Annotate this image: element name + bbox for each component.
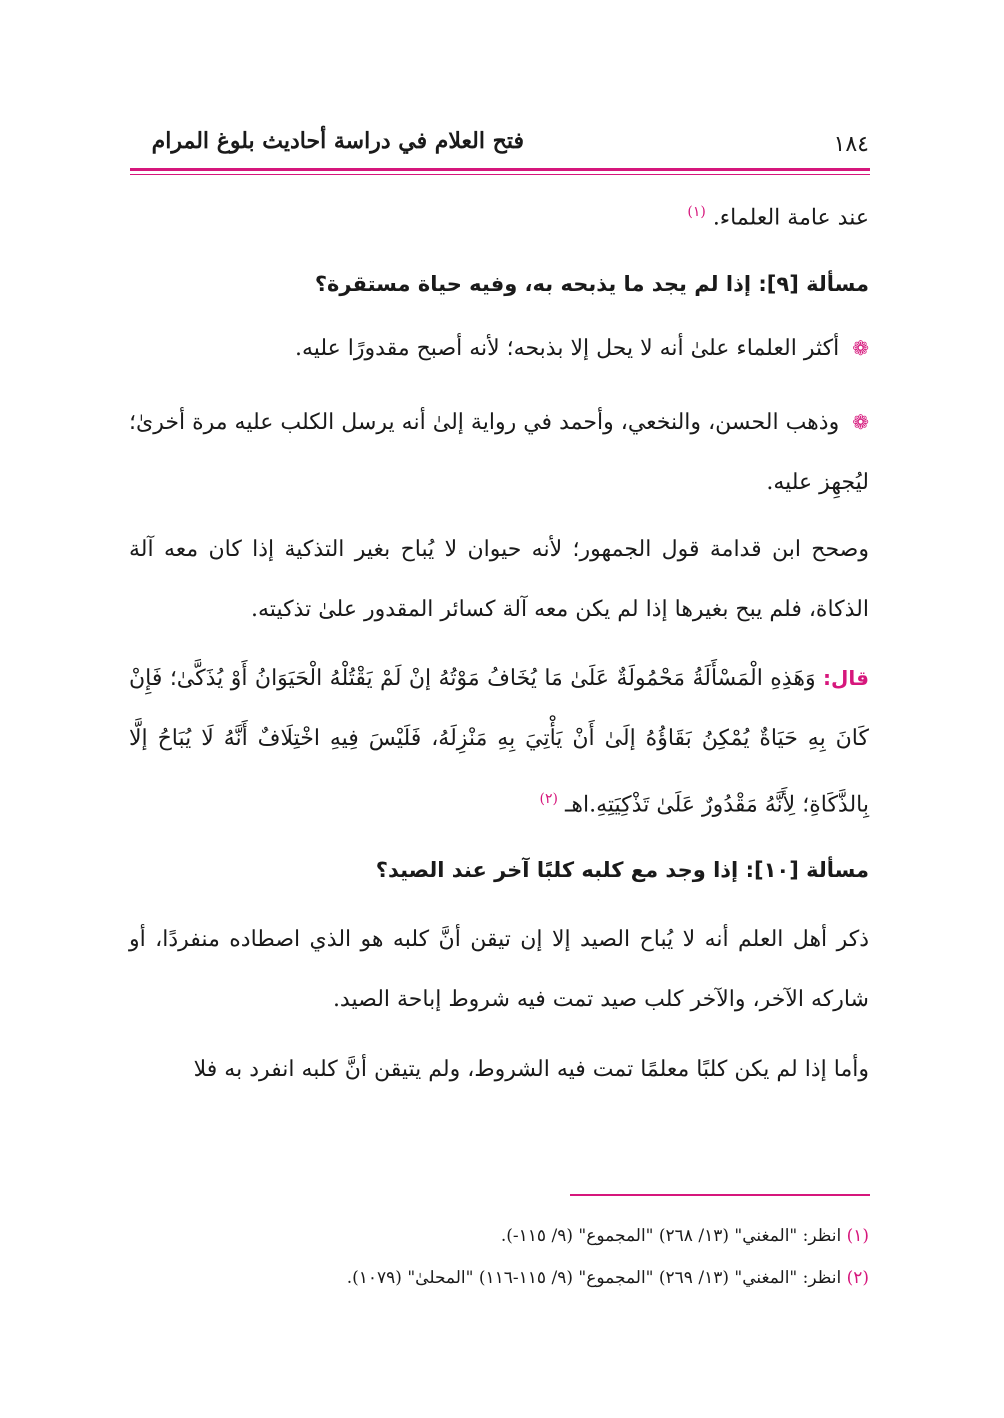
q9-bullet-1-text: أكثر العلماء علىٰ أنه لا يحل إلا بذبحه؛ لأنه أصبح مقدورًا عليه. bbox=[294, 336, 840, 361]
intro-paragraph bbox=[129, 182, 869, 248]
footnote-ref-2[interactable]: (٢) bbox=[539, 791, 558, 807]
flower-ornament-icon: ❁ bbox=[852, 336, 869, 360]
running-header-title: فتح العلام في دراسة أحاديث بلوغ المرام bbox=[151, 128, 524, 154]
q9-bullet-2-text: وذهب الحسن، والنخعي، وأحمد في رواية إلىٰ أنه يرسل الكلب عليه مرة أخرىٰ؛ ليُجهِز عليه. bbox=[129, 410, 869, 495]
quote-label: قال: bbox=[823, 666, 870, 690]
quote-text: وَهَذِهِ الْمَسْأَلَةُ مَحْمُولَةٌ عَلَىٰ مَا يُخَافُ مَوْتُهُ إنْ لَمْ يَقْتُلْهُ الْحَيَوَانُ أَوْ يُذَكَّىٰ؛ فَإِنْ كَانَ بِهِ حَيَاةٌ يُمْكِنُ بَقَاؤُهُ إلَىٰ أَنْ يَأْتِيَ بِهِ مَنْزِلَهُ، فَلَيْسَ فِيهِ اخْتِلَافٌ أَنَّهُ لَا يُبَاحُ إلَّا بِالذَّكَاةِ؛ لِأَنَّهُ مَقْدُورٌ عَلَىٰ تَذْكِيَتِهِ.اهـ bbox=[129, 666, 869, 818]
q9-paragraph-1: وصحح ابن قدامة قول الجمهور؛ لأنه حيوان لا يُباح بغير التذكية إذا كان معه آلة الذكاة، فلم يبح بغيرها إذا لم يكن معه آلة كسائر المقدور علىٰ تذكيته. bbox=[129, 537, 869, 622]
q9-bullet-2 bbox=[129, 392, 869, 513]
footnote-1 bbox=[129, 1226, 869, 1246]
page-number: ١٨٤ bbox=[833, 132, 869, 157]
footnote-separator bbox=[570, 1194, 870, 1196]
question-9-title: إذا لم يجد ما يذبحه به، وفيه حياة مستقرة؟ bbox=[314, 272, 752, 296]
footnote-1-number: (١) bbox=[846, 1226, 869, 1246]
question-10-title: إذا وجد مع كلبه كلبًا آخر عند الصيد؟ bbox=[375, 858, 739, 882]
question-9-label: مسألة [٩]: bbox=[758, 272, 869, 296]
footnote-ref-1[interactable]: (١) bbox=[687, 204, 706, 220]
flower-ornament-icon: ❁ bbox=[852, 410, 870, 434]
q10-paragraph-1: ذكر أهل العلم أنه لا يُباح الصيد إلا إن تيقن أنَّ كلبه هو الذي اصطاده منفردًا، أو شاركه الآخر، والآخر كلب صيد تمت فيه شروط إباحة الصيد. bbox=[129, 927, 869, 1012]
footnote-2 bbox=[129, 1268, 869, 1288]
q10-paragraph-2: وأما إذا لم يكن كلبًا معلمًا تمت فيه الشروط، ولم يتيقن أنَّ كلبه انفرد به فلا bbox=[193, 1057, 869, 1082]
question-9-heading bbox=[129, 272, 869, 296]
q9-bullet-1 bbox=[129, 318, 869, 379]
footnote-1-text: انظر: "المغني" (١٣/ ٢٦٨) "المجموع" (٩/ ١١٥-). bbox=[500, 1226, 842, 1246]
header-rule-thick bbox=[130, 168, 870, 171]
q9-quote bbox=[129, 648, 869, 835]
question-10-label: مسألة [١٠]: bbox=[745, 858, 869, 882]
header-rule-thin bbox=[130, 174, 870, 175]
footnote-2-number: (٢) bbox=[846, 1268, 869, 1288]
intro-text: عند عامة العلماء. bbox=[712, 205, 869, 231]
question-10-heading bbox=[129, 858, 869, 882]
footnote-2-text: انظر: "المغني" (١٣/ ٢٦٩) "المجموع" (٩/ ١١٥-١١٦) "المحلىٰ" (١٠٧٩). bbox=[346, 1268, 842, 1288]
